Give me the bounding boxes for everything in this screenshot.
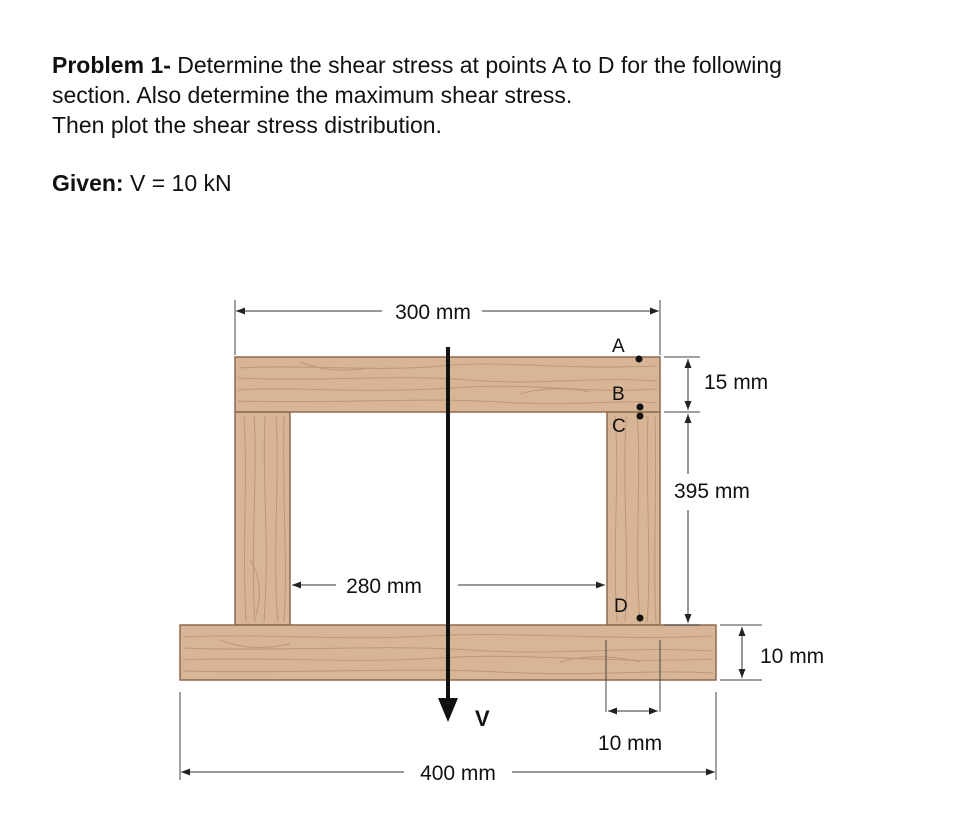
dim-bottom-thickness-label: 10 mm [760, 645, 825, 668]
given-label: Given: [52, 170, 124, 196]
point-d-label: D [614, 596, 628, 617]
dim-web-thickness [598, 711, 662, 755]
point-a-label: A [612, 336, 625, 357]
dim-top-thickness [688, 359, 768, 410]
right-web [607, 412, 660, 625]
problem-label: Problem 1- [52, 52, 171, 78]
dim-bottom-width-label: 400 mm [420, 762, 496, 785]
point-b-dot [637, 404, 644, 411]
dim-web-thickness-label: 10 mm [597, 732, 663, 755]
given-value: V = 10 kN [129, 170, 232, 196]
point-c-label: C [612, 416, 626, 437]
dim-bottom-thickness [742, 627, 824, 678]
dim-web-height-label: 395 mm [674, 480, 750, 503]
dim-top-width-label: 300 mm [395, 301, 471, 324]
force-label: V [475, 706, 490, 731]
point-a-dot [636, 356, 643, 363]
problem-line-2: section. Also determine the maximum shear stress. [52, 82, 573, 108]
point-c-dot [637, 413, 644, 420]
left-web [235, 412, 290, 625]
point-d-dot [637, 615, 644, 622]
problem-line-3: Then plot the shear stress distribution. [52, 112, 442, 138]
point-b-label: B [612, 384, 625, 405]
dim-bottom-width [181, 762, 715, 785]
problem-line-1-text: Determine the shear stress at points A to D for the following [177, 52, 782, 78]
dim-top-thickness-label: 15 mm [704, 371, 769, 394]
arrow-down-icon [438, 698, 458, 722]
dim-inner-width-label: 280 mm [346, 575, 422, 598]
dim-web-height [674, 414, 750, 623]
dim-top-width [236, 301, 659, 324]
